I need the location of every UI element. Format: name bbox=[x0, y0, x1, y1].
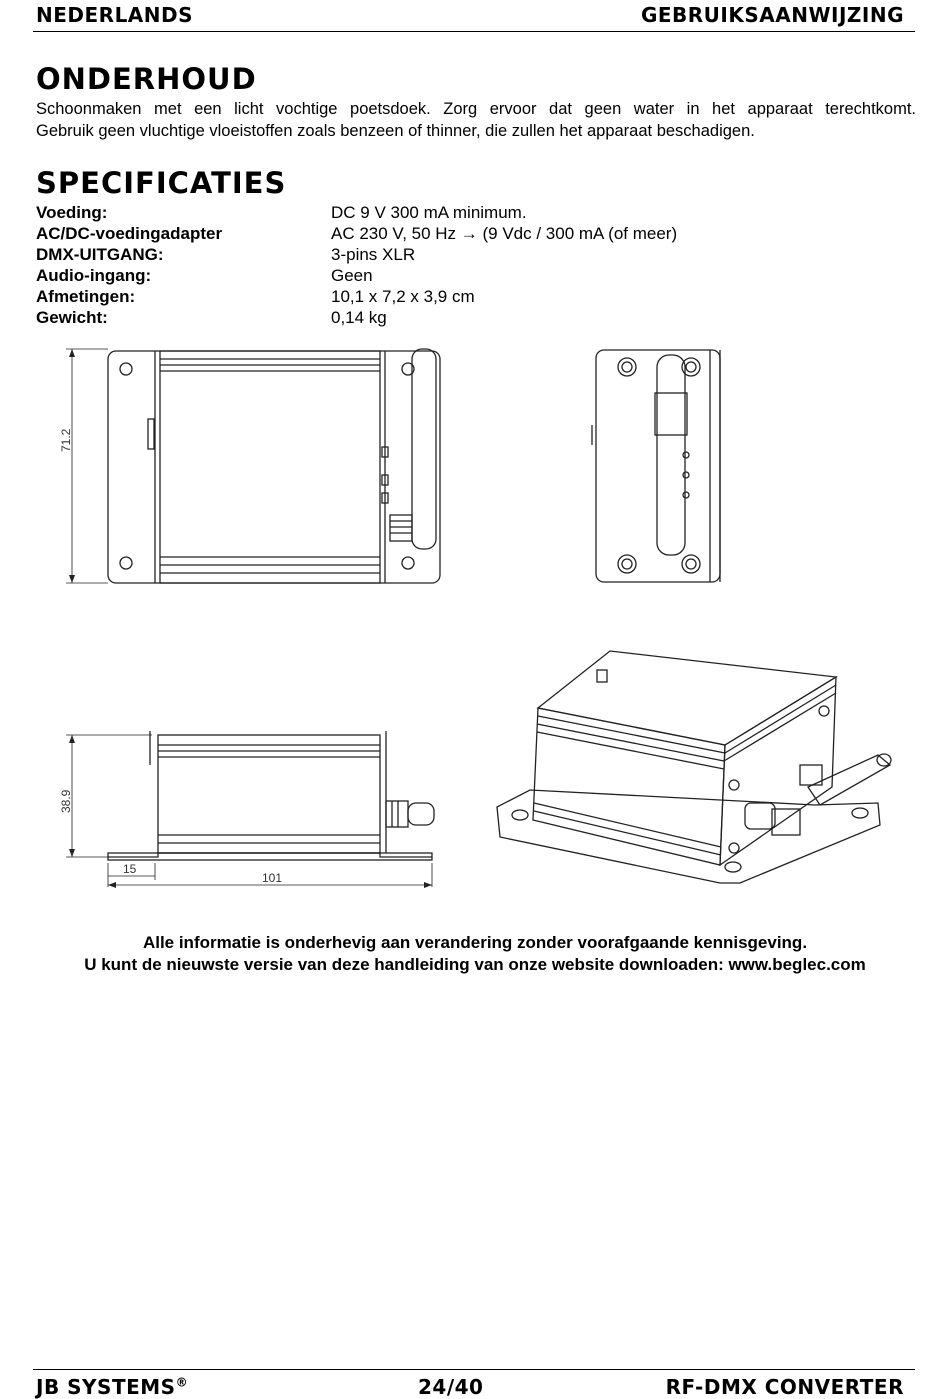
spec-label: Voeding: bbox=[36, 203, 108, 222]
footer-brand bbox=[36, 1375, 188, 1399]
spec-row bbox=[36, 266, 836, 287]
notice-line-1: Alle informatie is onderhevig aan verandering zonder voorafgaande kennisgeving. bbox=[142, 933, 808, 952]
spec-label: DMX-UITGANG: bbox=[36, 245, 164, 264]
end-view-drawing bbox=[592, 350, 720, 582]
spec-label: AC/DC-voedingadapter bbox=[36, 224, 223, 243]
spec-label: Audio-ingang: bbox=[36, 266, 152, 285]
spec-row bbox=[36, 245, 836, 266]
footer-product-name: RF-DMX CONVERTER bbox=[665, 1375, 904, 1399]
header-language: NEDERLANDS bbox=[36, 3, 194, 27]
footer-brand-name: JB SYSTEMS bbox=[36, 1375, 176, 1399]
spec-value: DC 9 V 300 mA minimum. bbox=[331, 203, 527, 222]
dimension-height-top: 71.2 bbox=[59, 428, 73, 452]
spec-row bbox=[36, 224, 836, 245]
technical-drawing bbox=[0, 335, 950, 905]
spec-value: 10,1 x 7,2 x 3,9 cm bbox=[331, 287, 475, 306]
spec-value: AC 230 V, 50 Hz → (9 Vdc / 300 mA (of meer) bbox=[331, 224, 678, 243]
maintenance-line-1: Schoonmaken met een licht vochtige poetsdoek. Zorg ervoor dat geen water in het apparaat terechtkomt. bbox=[36, 100, 916, 118]
spec-row bbox=[36, 287, 836, 308]
spec-value: 0,14 kg bbox=[331, 308, 387, 327]
footer-rule bbox=[33, 1369, 915, 1370]
registered-mark: ® bbox=[175, 1375, 189, 1390]
dimension-length: 101 bbox=[262, 871, 283, 885]
dimension-height-side: 38.9 bbox=[59, 789, 73, 813]
spec-row bbox=[36, 308, 836, 329]
side-view-drawing bbox=[66, 731, 434, 888]
spec-value: Geen bbox=[331, 266, 373, 285]
footer-page-number: 24/40 bbox=[418, 1375, 484, 1399]
header-doc-title: GEBRUIKSAANWIJZING bbox=[640, 3, 904, 27]
maintenance-line-2: Gebruik geen vluchtige vloeistoffen zoals benzeen of thinner, die zullen het apparaat beschadigen. bbox=[36, 122, 755, 140]
spec-label: Gewicht: bbox=[36, 308, 108, 327]
spec-value: 3-pins XLR bbox=[331, 245, 416, 264]
dimension-flange: 15 bbox=[123, 862, 137, 876]
header-rule bbox=[33, 31, 915, 32]
specs-title: SPECIFICATIES bbox=[36, 166, 287, 200]
maintenance-title: ONDERHOUD bbox=[36, 62, 257, 96]
top-view-drawing bbox=[66, 349, 440, 583]
spec-row bbox=[36, 203, 836, 224]
notice-line-2: U kunt de nieuwste versie van deze handleiding van onze website downloaden: www.beglec.com bbox=[84, 955, 866, 974]
spec-label: Afmetingen: bbox=[36, 287, 136, 306]
isometric-view-drawing bbox=[497, 651, 891, 883]
